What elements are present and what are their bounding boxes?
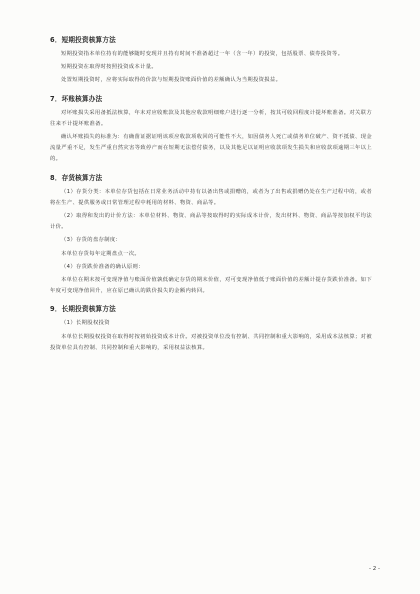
paragraph: 对坏账损失采用备抵法核算，年末对应收账款及其他应收款明细账户进行逐一分析，按其可收回程度计提坏账准备。对关联方往来不计提坏账准备。 bbox=[50, 109, 372, 127]
paragraph: 处置短期投资时，应将实际取得的价款与短期投资账面价值的差额确认为当期投资损益。 bbox=[61, 77, 282, 84]
paragraph: 本单位长期股权投资在取得时按初始投资成本计价。对被投资单位没有控制、共同控制和重大影响的，采用成本法核算；对被投资单位具有控制、共同控制和重大影响的，采用权益法核算。 bbox=[50, 333, 372, 351]
section-heading-9: 9．长期投资核算方法 bbox=[50, 305, 116, 314]
paragraph: 短期投资指本单位持有的能够随时变现并且持有时间不准备超过一年（含一年）的投资，包括股票、债券投资等。 bbox=[61, 51, 344, 57]
section-heading-6: 6．短期投资核算方法 bbox=[50, 36, 116, 44]
section-heading-8: 8．存货核算方法 bbox=[50, 173, 103, 182]
paragraph: （2）取得和发出的计价方法：本单位材料、物资、商品等按取得时的实际成本计价，发出材料、物资、商品等按加权平均法计价。 bbox=[50, 213, 372, 231]
page-number: - 2 - bbox=[369, 566, 380, 572]
section-heading-7: 7．坏账核算办法 bbox=[50, 94, 103, 103]
paragraph: （3）存货的盘存制度： bbox=[61, 237, 122, 244]
paragraph: 短期投资在取得时按照投资成本计量。 bbox=[61, 64, 157, 71]
paragraph: 本单位在期末按可变现净值与账面价值孰低确定存货的期末价值，对可变现净值低于账面价值的差额计提存货跌价准备。如下年度可变现净值回升，应在原已确认的跌价损失的金额内转回。 bbox=[50, 277, 372, 295]
paragraph: （1）存货分类：本单位存货包括在日常业务活动中持有以备出售或捐赠的，或者为了出售或捐赠仍处在生产过程中的，或者将在生产、提供服务或日常管理过程中耗用的材料、物资、商品等。 bbox=[50, 188, 372, 206]
paragraph: 确认坏账损失的标准为：有确凿证据证明该项应收款项收回的可能性不大，如因债务人死亡或债务单位破产、资不抵债、现金流量严重不足，发生严重自然灾害等致停产而在短期无法偿付债务，以及其他足以证明应收款项发生损失和应收款项逾期三年以上的。 bbox=[50, 134, 372, 163]
paragraph: （1）长期股权投资 bbox=[61, 320, 110, 327]
document-body bbox=[50, 34, 372, 356]
paragraph: 本单位存货每年定期盘点一次。 bbox=[61, 250, 141, 257]
paragraph: （4）存货跌价准备的确认原则： bbox=[61, 263, 144, 270]
